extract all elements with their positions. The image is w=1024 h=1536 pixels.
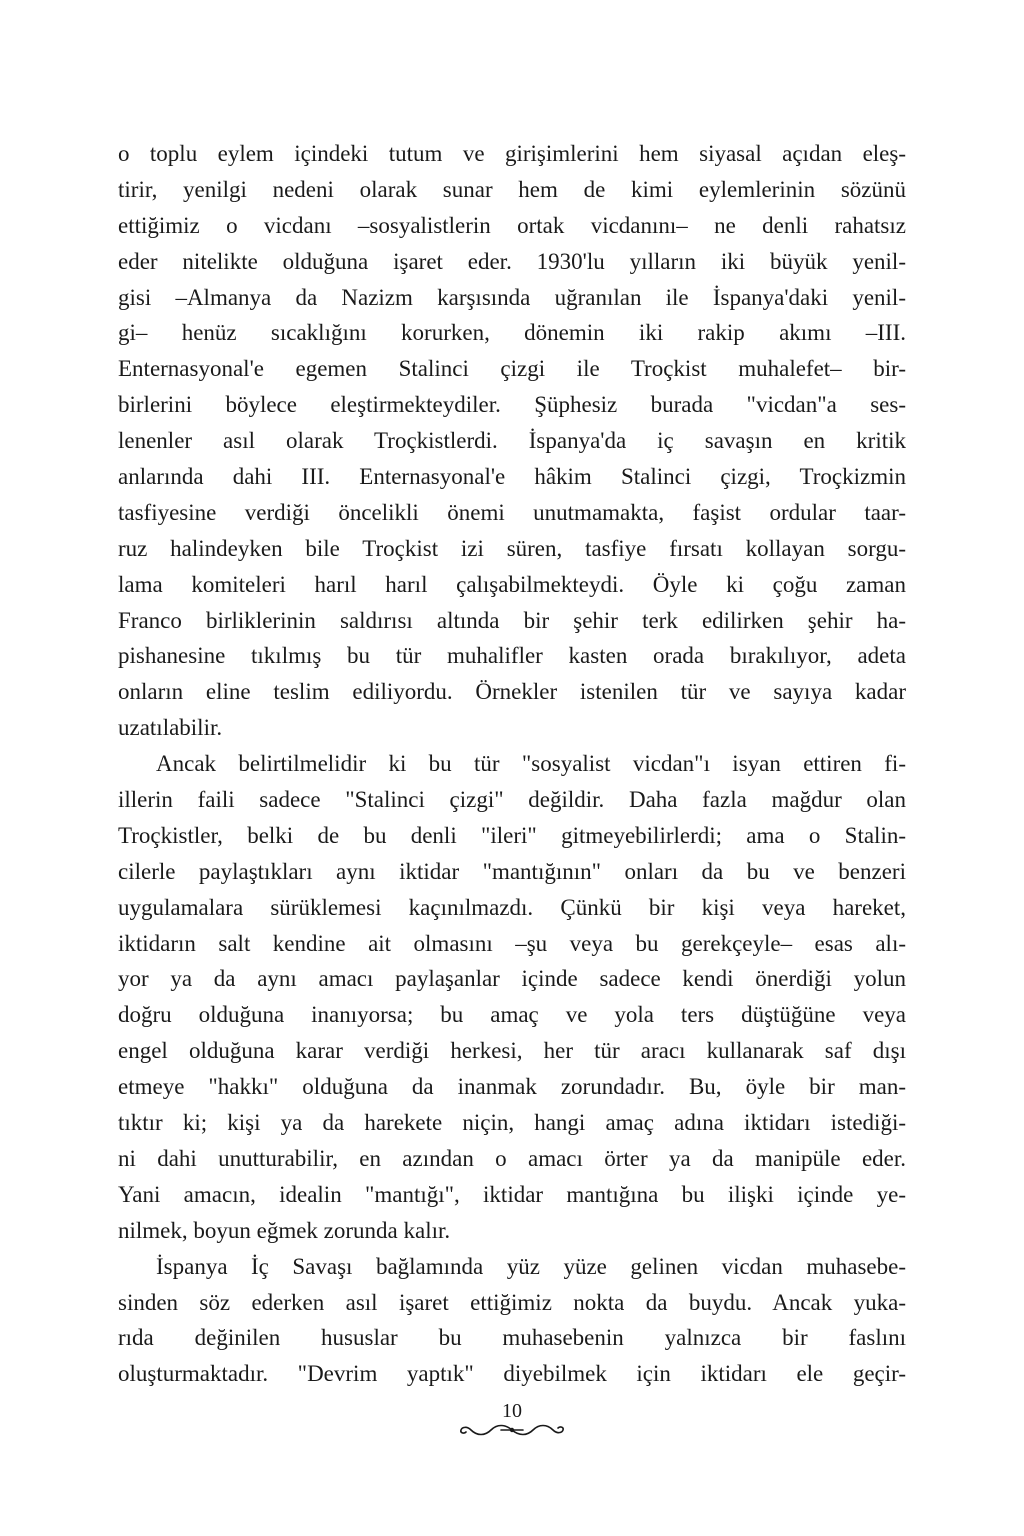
page-number: 10 bbox=[502, 1400, 522, 1422]
text-line: oluşturmaktadır. "Devrim yaptık" diyebilmek için iktidarı ele geçir- bbox=[118, 1361, 906, 1387]
text-line: ni dahi unutturabilir, en azından o amacı örter ya da manipüle eder. bbox=[118, 1145, 906, 1171]
text-line: onların eline teslim ediliyordu. Örnekler istenilen tür ve sayıya kadar bbox=[118, 679, 906, 705]
text-line: illerin faili sadece "Stalinci çizgi" değildir. Daha fazla mağdur olan bbox=[118, 787, 906, 813]
text-line: cilerle paylaştıkları aynı iktidar "mantığının" onları da bu ve benzeri bbox=[118, 858, 906, 884]
text-line: eder nitelikte olduğuna işaret eder. 1930'lu yılların iki büyük yenil- bbox=[118, 248, 906, 274]
text-line: Yani amacın, idealin "mantığı", iktidar mantığına bu ilişki içinde ye- bbox=[118, 1181, 906, 1207]
text-line: yor ya da aynı amacı paylaşanlar içinde sadece kendi önerdiği yolun bbox=[118, 966, 906, 992]
text-line: gi– henüz sıcaklığını korurken, dönemin iki rakip akımı –III. bbox=[118, 320, 906, 346]
scroll-flourish-icon bbox=[457, 1422, 567, 1438]
text-line: birlerini böylece eleştirmekteydiler. Şüphesiz burada "vicdan"a ses- bbox=[118, 392, 906, 418]
text-line: doğru olduğuna inanıyorsa; bu amaç ve yola ters düştüğüne veya bbox=[118, 1002, 906, 1028]
text-line: ruz halindeyken bile Troçkist izi süren, tasfiye fırsatı kollayan sorgu- bbox=[118, 535, 906, 561]
text-line: lama komiteleri harıl harıl çalışabilmekteydi. Öyle ki çoğu zaman bbox=[118, 571, 906, 597]
text-line: iktidarın salt kendine ait olmasını –şu veya bu gerekçeyle– esas alı- bbox=[118, 930, 906, 956]
text-line: rıda değinilen hususlar bu muhasebenin yalnızca bir faslını bbox=[118, 1325, 906, 1351]
text-line: tasfiyesine verdiği öncelikli önemi unutmamakta, faşist ordular taar- bbox=[118, 499, 906, 525]
page-body bbox=[118, 136, 906, 1392]
text-line: sinden söz ederken asıl işaret ettiğimiz nokta da buydu. Ancak yuka- bbox=[118, 1289, 906, 1315]
text-line: gisi –Almanya da Nazizm karşısında uğranılan ile İspanya'daki yenil- bbox=[118, 284, 906, 310]
text-line: ettiğimiz o vicdanı –sosyalistlerin ortak vicdanını– ne denli rahatsız bbox=[118, 212, 906, 238]
text-line: İspanya İç Savaşı bağlamında yüz yüze gelinen vicdan muhasebe- bbox=[156, 1253, 906, 1279]
text-line: Ancak belirtilmelidir ki bu tür "sosyalist vicdan"ı isyan ettiren fi- bbox=[156, 751, 906, 777]
text-line: pishanesine tıkılmış bu tür muhalifler kasten orada bırakılıyor, adeta bbox=[118, 643, 906, 669]
text-line: anlarında dahi III. Enternasyonal'e hâkim Stalinci çizgi, Troçkizmin bbox=[118, 464, 906, 490]
page-footer bbox=[0, 1400, 1024, 1438]
text-line: lenenler asıl olarak Troçkistlerdi. İspanya'da iç savaşın en kritik bbox=[118, 428, 906, 454]
text-line: etmeye "hakkı" olduğuna da inanmak zorundadır. Bu, öyle bir man- bbox=[118, 1074, 906, 1100]
text-line: Franco birliklerinin saldırısı altında bir şehir terk edilirken şehir ha- bbox=[118, 607, 906, 633]
text-line: Troçkistler, belki de bu denli "ileri" gitmeyebilirlerdi; ama o Stalin- bbox=[118, 822, 906, 848]
text-line: o toplu eylem içindeki tutum ve girişimlerini hem siyasal açıdan eleş- bbox=[118, 141, 906, 166]
text-line: tıktır ki; kişi ya da harekete niçin, hangi amaç adına iktidarı istediği- bbox=[118, 1110, 906, 1136]
text-line: uygulamalara sürüklemesi kaçınılmazdı. Çünkü bir kişi veya hareket, bbox=[118, 894, 906, 920]
text-line: Enternasyonal'e egemen Stalinci çizgi ile Troçkist muhalefet– bir- bbox=[118, 356, 906, 382]
text-line: nilmek, boyun eğmek zorunda kalır. bbox=[118, 1217, 451, 1243]
text-line: engel olduğuna karar verdiği herkesi, her tür aracı kullanarak saf dışı bbox=[118, 1038, 906, 1064]
text-line: tirir, yenilgi nedeni olarak sunar hem de kimi eylemlerinin sözünü bbox=[118, 176, 906, 202]
text-line: uzatılabilir. bbox=[118, 715, 223, 741]
